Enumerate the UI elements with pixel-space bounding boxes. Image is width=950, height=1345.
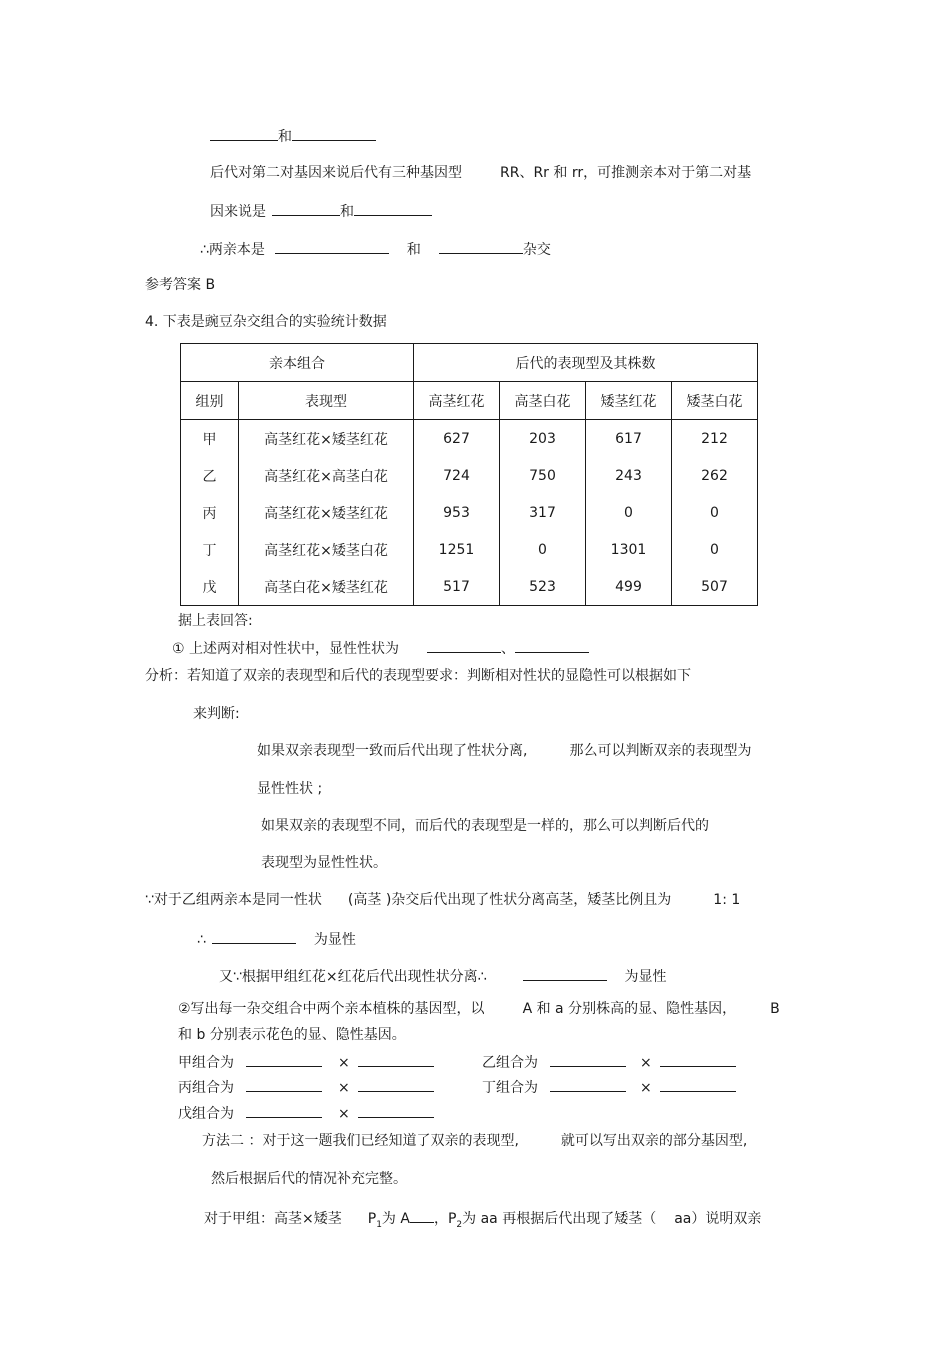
text: 为显性	[624, 969, 667, 985]
combo-wu	[178, 1103, 434, 1123]
text: ，可推测亲本对于第二对基	[583, 165, 752, 181]
text: A 和 a 分别株高的显、隐性基因，	[522, 1001, 737, 1017]
combo-yi	[482, 1052, 736, 1072]
cell-group: 乙	[181, 457, 239, 494]
header-parent: 亲本组合	[181, 344, 414, 382]
text: B	[770, 1001, 780, 1017]
blank[interactable]	[523, 966, 607, 981]
analysis-line-2: 来判断:	[193, 706, 240, 722]
text: 因来说是	[210, 204, 266, 220]
cell-cross: 高茎红花×矮茎红花	[239, 494, 414, 531]
cell-value: 627	[414, 420, 500, 458]
blank[interactable]	[272, 201, 340, 216]
text: (高茎 )杂交后代出现了性状分离高茎，矮茎比例且为	[347, 892, 672, 908]
text: 如果双亲表现型一致而后代出现了性状分离,	[257, 743, 528, 759]
combo-ding	[482, 1077, 736, 1097]
times: ×	[338, 1106, 350, 1122]
col-tall-red: 高茎红花	[414, 382, 500, 420]
header-offspring: 后代的表现型及其株数	[414, 344, 758, 382]
method-2	[202, 1132, 747, 1150]
rule-2: 如果双亲的表现型不同，而后代的表现型是一样的，那么可以判断后代的	[261, 818, 709, 834]
rule-2-end: 表现型为显性性状。	[261, 855, 387, 871]
text: P	[367, 1211, 377, 1227]
times: ×	[338, 1080, 350, 1096]
cell-value: 243	[586, 457, 672, 494]
blank[interactable]	[550, 1077, 626, 1092]
text: ②写出每一杂交组合中两个亲本植株的基因型，以	[178, 1001, 485, 1017]
table-row	[181, 457, 758, 494]
col-short-white: 矮茎白花	[672, 382, 758, 420]
cell-value: 617	[586, 420, 672, 458]
cell-value: 1251	[414, 531, 500, 568]
cell-value: 750	[500, 457, 586, 494]
text: ∴两亲本是	[200, 242, 265, 258]
answer-intro: 据上表回答:	[178, 613, 253, 629]
text-line-2	[210, 164, 751, 182]
times: ×	[338, 1055, 350, 1071]
times: ×	[640, 1080, 652, 1096]
question-2-cont: 和 b 分别表示花色的显、隐性基因。	[178, 1027, 406, 1043]
ratio: 1: 1	[713, 892, 741, 908]
blank[interactable]	[439, 239, 523, 254]
text: 为 A	[381, 1211, 410, 1227]
text: ，P	[433, 1211, 457, 1227]
blank[interactable]	[210, 126, 278, 141]
text: 后代对第二对基因来说后代有三种基因型	[210, 165, 462, 181]
blank[interactable]	[358, 1077, 434, 1092]
question-title: 4. 下表是豌豆杂交组合的实验统计数据	[145, 314, 387, 330]
col-tall-white: 高茎白花	[500, 382, 586, 420]
last-line	[204, 1208, 761, 1234]
blank[interactable]	[660, 1077, 736, 1092]
rule-1	[257, 742, 751, 760]
col-short-red: 矮茎红花	[586, 382, 672, 420]
cell-cross: 高茎白花×矮茎红花	[239, 568, 414, 606]
connector: 和	[278, 129, 292, 145]
cell-value: 507	[672, 568, 758, 606]
cell-value: 499	[586, 568, 672, 606]
text: 对于甲组：高茎×矮茎	[204, 1211, 342, 1227]
cell-value: 212	[672, 420, 758, 458]
blank[interactable]	[358, 1103, 434, 1118]
text-line-3	[210, 201, 432, 221]
label: 丁组合为	[482, 1080, 538, 1096]
label: 戊组合为	[178, 1106, 234, 1122]
separator: 、	[501, 641, 516, 657]
connector: 和	[406, 242, 421, 258]
cell-value: 262	[672, 457, 758, 494]
cell-cross: 高茎红花×矮茎白花	[239, 531, 414, 568]
cross-data-table	[180, 343, 758, 606]
table-row	[181, 531, 758, 568]
cell-group: 戊	[181, 568, 239, 606]
text: 为显性	[313, 932, 356, 948]
cell-value: 0	[672, 531, 758, 568]
text: 那么可以判断双亲的表现型为	[569, 743, 752, 759]
table-row	[181, 568, 758, 606]
col-phenotype: 表现型	[239, 382, 414, 420]
subscript: 1	[376, 1219, 382, 1230]
cell-group: 甲	[181, 420, 239, 458]
text: 就可以写出双亲的部分基因型,	[560, 1133, 748, 1149]
question-2	[178, 1000, 780, 1018]
text: ① 上述两对相对性状中，显性性状为	[172, 641, 400, 657]
cell-value: 523	[500, 568, 586, 606]
therefore-line	[197, 929, 356, 949]
blank[interactable]	[550, 1052, 626, 1067]
combo-jia	[178, 1052, 434, 1072]
times: ×	[640, 1055, 652, 1071]
text: ∴	[197, 932, 206, 948]
blank[interactable]	[246, 1052, 322, 1067]
cell-value: 0	[586, 494, 672, 531]
text: 杂交	[522, 242, 551, 258]
blank[interactable]	[427, 638, 501, 653]
cell-value: 203	[500, 420, 586, 458]
connector: 和	[340, 204, 354, 220]
cell-value: 724	[414, 457, 500, 494]
table-row	[181, 420, 758, 458]
label: 乙组合为	[482, 1055, 538, 1071]
cell-value: 517	[414, 568, 500, 606]
cell-group: 丁	[181, 531, 239, 568]
text: 又∵根据甲组红花×红花后代出现性状分离∴	[219, 969, 487, 985]
cell-cross: 高茎红花×矮茎红花	[239, 420, 414, 458]
genotypes: RR、Rr 和 rr	[500, 165, 584, 181]
combo-bing	[178, 1077, 434, 1097]
cell-value: 953	[414, 494, 500, 531]
analysis-line-1: 分析：若知道了双亲的表现型和后代的表现型要求：判断相对性状的显隐性可以根据如下	[145, 668, 691, 684]
blank[interactable]	[246, 1103, 322, 1118]
blank[interactable]	[410, 1208, 434, 1223]
label: 丙组合为	[178, 1080, 234, 1096]
text-line-4	[200, 239, 551, 259]
label: 甲组合为	[178, 1055, 234, 1071]
blank[interactable]	[358, 1052, 434, 1067]
table-row	[181, 494, 758, 531]
blank[interactable]	[660, 1052, 736, 1067]
blank[interactable]	[212, 929, 296, 944]
cell-value: 317	[500, 494, 586, 531]
cell-cross: 高茎红花×高茎白花	[239, 457, 414, 494]
text: aa）说明双亲	[674, 1211, 762, 1227]
text: 为 aa 再根据后代出现了矮茎（	[462, 1211, 657, 1227]
reference-answer: 参考答案 B	[145, 277, 216, 293]
blank[interactable]	[515, 638, 589, 653]
blank[interactable]	[246, 1077, 322, 1092]
cell-value: 0	[500, 531, 586, 568]
text: 方法二 ：对于这一题我们已经知道了双亲的表现型,	[202, 1133, 519, 1149]
also-line	[219, 966, 667, 986]
cell-group: 丙	[181, 494, 239, 531]
cell-value: 1301	[586, 531, 672, 568]
text: ∵对于乙组两亲本是同一性状	[145, 892, 322, 908]
fill-line-1	[210, 126, 376, 146]
blank[interactable]	[292, 126, 376, 141]
blank[interactable]	[354, 201, 432, 216]
question-1	[172, 638, 589, 658]
method-2-cont: 然后根据后代的情况补充完整。	[211, 1171, 407, 1187]
subscript: 2	[456, 1219, 463, 1230]
col-group: 组别	[181, 382, 239, 420]
because-line	[145, 891, 740, 909]
blank[interactable]	[275, 239, 389, 254]
rule-1-end: 显性性状 ;	[257, 781, 323, 797]
cell-value: 0	[672, 494, 758, 531]
